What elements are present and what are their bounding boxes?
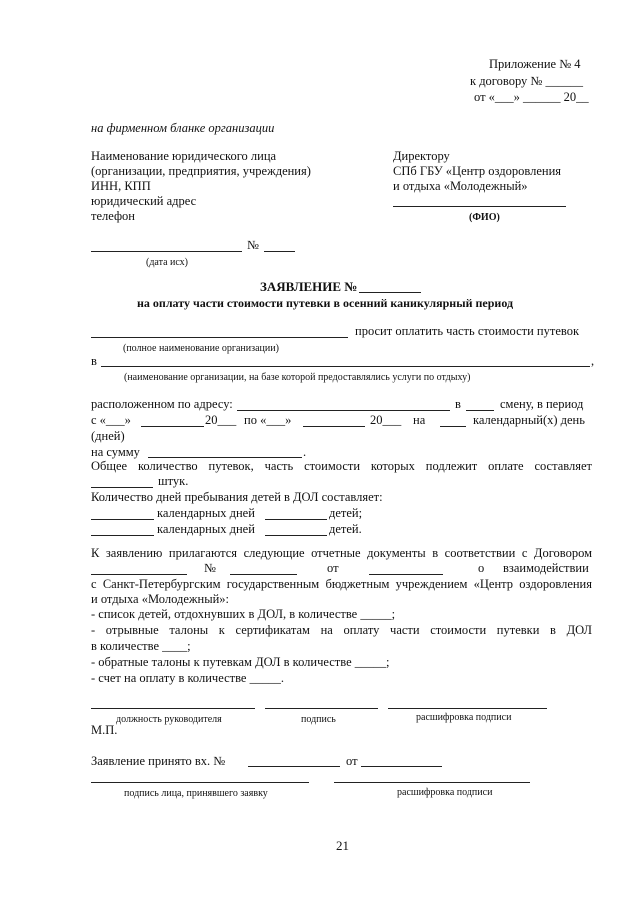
attachments-intro: К заявлению прилагаются следующие отчетные документы в соответствии с Договором (91, 546, 592, 560)
sum-label: на сумму (91, 445, 140, 459)
statement-subheading: на оплату части стоимости путевки в осенний каникулярный период (137, 296, 514, 310)
calendar-days: календарный(х) день (473, 413, 585, 427)
position-caption: должность руководителя (116, 714, 222, 725)
receiver-decode-line (334, 782, 530, 783)
appendix-line-1: Приложение № 4 (489, 57, 581, 71)
contract-from-line (369, 574, 443, 575)
page-number: 21 (336, 838, 349, 853)
period-to-month-line (303, 426, 365, 427)
outgoing-caption: (дата исх) (146, 257, 189, 268)
total-vouchers-text: Общее количество путевок, часть стоимости которых подлежит оплате составляет (91, 459, 592, 473)
days-number-line (440, 426, 466, 427)
addressee-line-3: и отдыха «Молодежный» (393, 179, 528, 193)
period-from-month-line (141, 426, 204, 427)
contract-date-line (91, 574, 187, 575)
in-label: в (91, 354, 97, 368)
attachment-item-4: - счет на оплату в количестве _____. (91, 671, 284, 685)
sum-end: . (303, 445, 307, 459)
partner-line-2: и отдыха «Молодежный»: (91, 592, 230, 606)
stamp-label: М.П. (91, 723, 118, 737)
attachment-item-2: - отрывные талоны к сертификатам на оплату части стоимости путевки в ДОЛ (91, 623, 592, 637)
cal-days-2-line (91, 535, 154, 536)
outgoing-date-line (91, 251, 242, 252)
accepted-label: Заявление принято вх. № (91, 754, 226, 768)
sender-line-5: телефон (91, 209, 135, 223)
base-caption: (наименование организации, на базе которой предоставлялись услуги по отдыху) (124, 372, 471, 383)
children-1: детей; (329, 506, 363, 520)
in-comma: , (591, 354, 595, 368)
contract-interaction: взаимодействии (503, 561, 589, 575)
days-paren: (дней) (91, 429, 125, 443)
sum-line (148, 457, 302, 458)
year-a: 20___ (205, 413, 237, 427)
contract-no-sign: № (204, 561, 216, 575)
fio-caption: (ФИО) (469, 212, 500, 223)
pieces-text: штук. (158, 474, 189, 488)
signature-caption: подпись (301, 714, 336, 725)
cal-days-1: календарных дней (157, 506, 255, 520)
pieces-line (91, 487, 153, 488)
shift-line (466, 410, 494, 411)
attachment-item-1: - список детей, отдохнувших в ДОЛ, в количестве _____; (91, 607, 396, 621)
sender-line-4: юридический адрес (91, 194, 197, 208)
cal-days-1-line (91, 519, 154, 520)
contract-o: о (478, 561, 485, 575)
na-word: на (413, 413, 426, 427)
appendix-line-2: к договору № ______ (470, 74, 583, 88)
accepted-number-line (248, 766, 340, 767)
addressee-line-2: СПб ГБУ «Центр оздоровления (393, 164, 562, 178)
contract-ot: от (327, 561, 339, 575)
period-from: с «___» (91, 413, 131, 427)
receiver-sign-line (91, 782, 309, 783)
outgoing-number-sign: № (247, 238, 259, 252)
year-b: 20___ (370, 413, 402, 427)
address-label: расположенном по адресу: (91, 397, 233, 411)
attachment-item-3: - обратные талоны к путевкам ДОЛ в количестве _____; (91, 655, 390, 669)
children-2-line (265, 535, 327, 536)
children-1-line (265, 519, 327, 520)
sender-line-2: (организации, предприятия, учреждения) (91, 164, 311, 178)
statement-number-line (359, 292, 421, 293)
receiver-decode-caption: расшифровка подписи (397, 787, 493, 798)
outgoing-number-line (264, 251, 295, 252)
address-line (237, 410, 450, 411)
period-to: по «___» (244, 413, 292, 427)
organization-line (91, 337, 348, 338)
fio-line (393, 206, 566, 207)
cal-days-2: календарных дней (157, 522, 255, 536)
partner-line-1: с Санкт-Петербургским государственным бюджетным учреждением «Центр оздоровления (91, 577, 592, 591)
shift-text: смену, в период (500, 397, 584, 411)
attachment-item-2b: в количестве ____; (91, 639, 191, 653)
accepted-ot: от (346, 754, 358, 768)
signature-line (265, 708, 378, 709)
addressee-line-1: Директору (393, 149, 450, 163)
in-word: в (455, 397, 461, 411)
sender-line-3: ИНН, КПП (91, 179, 151, 193)
organization-caption: (полное наименование организации) (123, 343, 279, 354)
letterhead-note: на фирменном бланке организации (91, 121, 275, 135)
accepted-date-line (361, 766, 442, 767)
contract-number-line (230, 574, 297, 575)
decode-caption: расшифровка подписи (416, 712, 512, 723)
days-count-label: Количество дней пребывания детей в ДОЛ составляет: (91, 490, 383, 504)
sender-line-1: Наименование юридического лица (91, 149, 277, 163)
position-line (91, 708, 255, 709)
statement-heading: ЗАЯВЛЕНИЕ № (260, 279, 358, 294)
appendix-line-3: от «___» ______ 20__ (474, 90, 589, 104)
children-2: детей. (329, 522, 362, 536)
base-organization-line (101, 366, 590, 367)
receiver-caption: подпись лица, принявшего заявку (124, 788, 268, 799)
request-text: просит оплатить часть стоимости путевок (355, 324, 580, 338)
decode-line (388, 708, 547, 709)
